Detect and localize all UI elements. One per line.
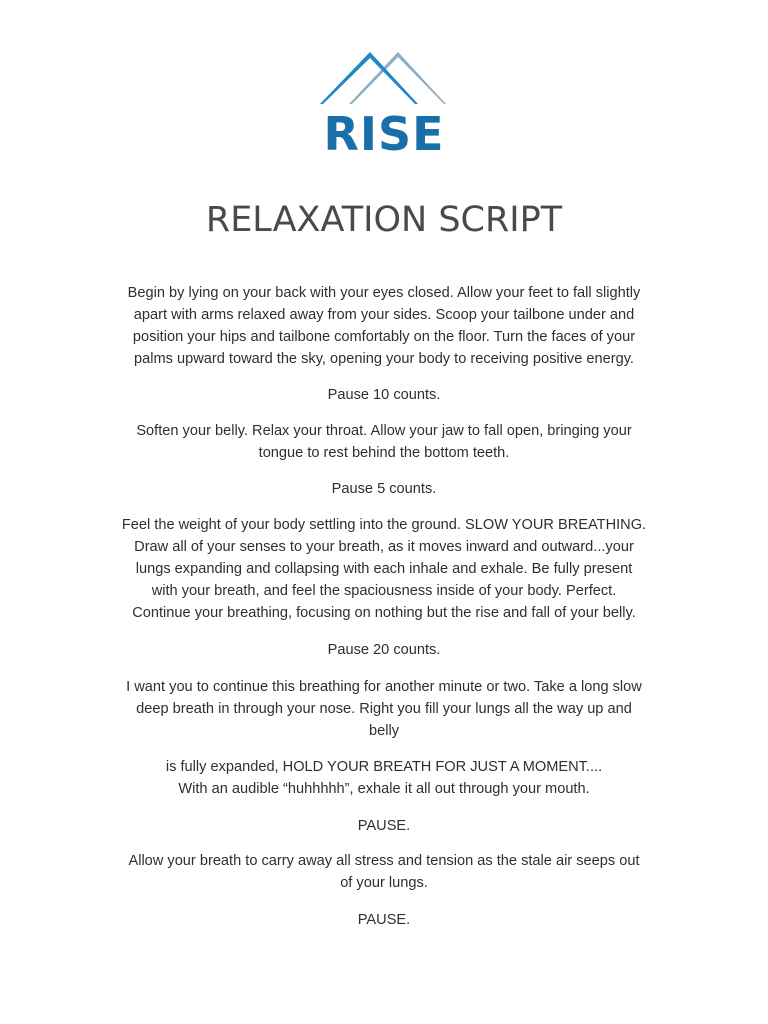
- text-line: PAUSE.: [357, 818, 411, 834]
- text-line: Soften your belly. Relax your throat. Allow your jaw to fall open, bringing your: [136, 423, 632, 439]
- text-line: tongue to rest behind the bottom teeth.: [258, 445, 510, 461]
- text-line: Pause 20 counts.: [327, 642, 441, 658]
- text-line: of your lungs.: [340, 875, 428, 891]
- paragraph-hold-breath: [100, 756, 668, 800]
- text-line: position your hips and tailbone comfortably on the floor. Turn the faces of your: [132, 329, 636, 345]
- text-line: PAUSE.: [357, 912, 411, 928]
- text-line: with your breath, and feel the spaciousness inside of your body. Perfect.: [151, 583, 617, 599]
- text-line: Begin by lying on your back with your eyes closed. Allow your feet to fall slightly: [127, 285, 641, 301]
- text-line: Continue your breathing, focusing on nothing but the rise and fall of your belly.: [132, 605, 636, 621]
- paragraph-allow-breath: [100, 850, 668, 894]
- text-line: lungs expanding and collapsing with each inhale and exhale. Be fully present: [135, 561, 633, 577]
- text-line: I want you to continue this breathing for another minute or two. Take a long slow: [126, 679, 642, 695]
- text-line: With an audible “huhhhhh”, exhale it all out through your mouth.: [178, 781, 590, 797]
- text-line: Allow your breath to carry away all stress and tension as the stale air seeps out: [128, 853, 640, 869]
- paragraph-feel-weight: [100, 514, 668, 624]
- brand-wordmark: RISE: [323, 107, 445, 161]
- text-line: is fully expanded, HOLD YOUR BREATH FOR JUST A MOMENT....: [165, 759, 603, 775]
- paragraph-continue: [100, 676, 668, 742]
- text-line: belly: [368, 723, 399, 739]
- paragraph-soften: [100, 420, 668, 464]
- text-line: palms upward toward the sky, opening your body to receiving positive energy.: [134, 351, 634, 367]
- text-line: Pause 10 counts.: [327, 387, 441, 403]
- text-line: Pause 5 counts.: [331, 481, 437, 497]
- text-line: Feel the weight of your body settling into the ground. SLOW YOUR BREATHING.: [121, 517, 647, 533]
- text-line: deep breath in through your nose. Right you fill your lungs all the way up and: [136, 701, 632, 717]
- paragraph-intro: [100, 282, 668, 370]
- paragraph-pause: [100, 815, 668, 837]
- paragraph-pause-final: [100, 909, 668, 931]
- page-title: RELAXATION SCRIPT: [205, 200, 563, 240]
- text-line: apart with arms relaxed away from your sides. Scoop your tailbone under and: [133, 307, 635, 323]
- text-line: Draw all of your senses to your breath, as it moves inward and outward...your: [134, 539, 634, 555]
- paragraph-pause-5: [100, 478, 668, 500]
- mountain-peaks-icon: [316, 48, 452, 108]
- paragraph-pause-10: [100, 384, 668, 406]
- paragraph-pause-20: [100, 639, 668, 661]
